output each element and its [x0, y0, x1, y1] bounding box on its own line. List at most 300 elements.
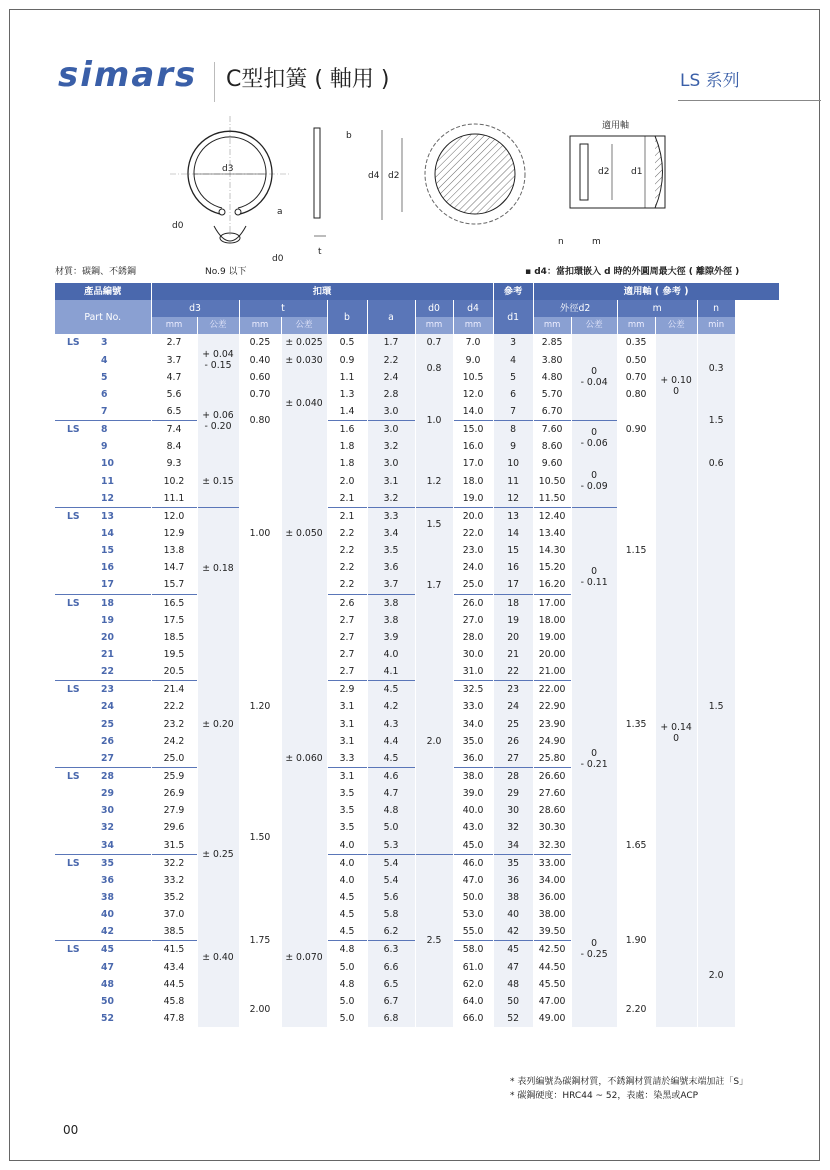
a-cell: 2.4 — [367, 369, 415, 386]
t-cell: 0.70 — [239, 386, 281, 403]
d4-cell: 20.0 — [453, 507, 493, 525]
d3-cell: 19.5 — [151, 646, 197, 663]
b-cell: 2.0 — [327, 473, 367, 490]
d1-cell: 50 — [493, 993, 533, 1010]
part-no: 22 — [101, 666, 114, 678]
d4-cell: 7.0 — [453, 334, 493, 351]
t-tol-cell: ± 0.040 — [281, 369, 327, 439]
d1-cell: 10 — [493, 455, 533, 472]
d2-cell: 16.20 — [533, 576, 571, 594]
b-cell: 2.1 — [327, 490, 367, 508]
part-no: 48 — [101, 978, 114, 990]
n-cell: 1.5 — [697, 403, 735, 438]
d2-cell: 26.60 — [533, 767, 571, 785]
part-no: 18 — [101, 597, 114, 609]
label-d1: d1 — [631, 167, 643, 177]
d3-cell: 12.0 — [151, 507, 197, 525]
part-no: 7 — [101, 406, 108, 418]
t-cell: 0.80 — [239, 403, 281, 438]
part-no: 3 — [101, 337, 108, 349]
part-number-cell — [55, 386, 151, 403]
b-cell: 3.3 — [327, 750, 367, 768]
part-no: 30 — [101, 805, 114, 817]
part-number-cell — [55, 455, 151, 472]
a-cell: 4.8 — [367, 802, 415, 819]
d1-cell: 26 — [493, 733, 533, 750]
d4-cell: 30.0 — [453, 646, 493, 663]
d4-cell: 9.0 — [453, 352, 493, 369]
header-ref: 參考 — [493, 283, 533, 300]
part-no: 10 — [101, 458, 114, 470]
d3-cell: 2.7 — [151, 334, 197, 351]
d1-cell: 24 — [493, 698, 533, 715]
part-number-cell — [55, 525, 151, 542]
unit-mm: mm — [151, 317, 197, 334]
d1-cell: 19 — [493, 612, 533, 629]
brand-divider — [214, 62, 215, 102]
part-prefix: LS — [67, 684, 80, 696]
a-cell: 3.3 — [367, 507, 415, 525]
d0-cell: 0.7 — [415, 334, 453, 351]
b-cell: 4.5 — [327, 923, 367, 941]
d3-cell: 32.2 — [151, 854, 197, 872]
part-prefix: LS — [67, 337, 80, 349]
d2-cell: 21.00 — [533, 663, 571, 681]
d1-cell: 21 — [493, 646, 533, 663]
t-cell: 1.20 — [239, 629, 281, 785]
m-tol-cell: + 0.10 0 — [655, 334, 697, 438]
a-cell: 6.2 — [367, 923, 415, 941]
d2-tol-cell: 0 - 0.09 — [571, 455, 617, 507]
a-cell: 6.8 — [367, 1010, 415, 1027]
d2-cell: 17.00 — [533, 594, 571, 612]
b-cell: 5.0 — [327, 1010, 367, 1027]
t-cell: 1.50 — [239, 785, 281, 889]
header-n: n — [697, 300, 735, 317]
a-cell: 4.7 — [367, 785, 415, 802]
d4-cell: 23.0 — [453, 542, 493, 559]
d3-cell: 11.1 — [151, 490, 197, 508]
d2-cell: 38.00 — [533, 906, 571, 923]
d1-cell: 38 — [493, 889, 533, 906]
d2-cell: 7.60 — [533, 421, 571, 439]
a-cell: 6.6 — [367, 958, 415, 975]
series-underline — [678, 100, 821, 101]
a-cell: 3.0 — [367, 421, 415, 439]
part-no: 36 — [101, 874, 114, 886]
d3-cell: 31.5 — [151, 837, 197, 855]
d2-cell: 14.30 — [533, 542, 571, 559]
d3-cell: 25.9 — [151, 767, 197, 785]
d2-cell: 30.30 — [533, 819, 571, 836]
d4-cell: 24.0 — [453, 559, 493, 576]
b-cell: 2.2 — [327, 559, 367, 576]
part-number-cell — [55, 958, 151, 975]
d3-cell: 33.2 — [151, 872, 197, 889]
table-row — [55, 334, 779, 351]
part-prefix: LS — [67, 857, 80, 869]
part-no: 32 — [101, 822, 114, 834]
d1-cell: 4 — [493, 352, 533, 369]
a-cell: 3.0 — [367, 403, 415, 421]
d3-cell: 18.5 — [151, 629, 197, 646]
d4-cell: 31.0 — [453, 663, 493, 681]
d4-cell: 62.0 — [453, 976, 493, 993]
part-no: 15 — [101, 545, 114, 557]
d2-cell: 45.50 — [533, 976, 571, 993]
d3-cell: 4.7 — [151, 369, 197, 386]
d1-cell: 17 — [493, 576, 533, 594]
part-no: 26 — [101, 735, 114, 747]
material-note: 材質：碳鋼、不銹鋼 — [55, 267, 137, 277]
part-no: 17 — [101, 579, 114, 591]
part-no: 20 — [101, 631, 114, 643]
d4-cell: 12.0 — [453, 386, 493, 403]
a-cell: 3.8 — [367, 612, 415, 629]
d3-cell: 35.2 — [151, 889, 197, 906]
d3-cell: 13.8 — [151, 542, 197, 559]
label-d2-installed: d2 — [388, 171, 400, 181]
t-cell: 1.00 — [239, 438, 281, 629]
d1-cell: 3 — [493, 334, 533, 351]
d3-cell: 29.6 — [151, 819, 197, 836]
a-cell: 4.4 — [367, 733, 415, 750]
d2-cell: 12.40 — [533, 507, 571, 525]
d3-cell: 43.4 — [151, 958, 197, 975]
b-cell: 1.8 — [327, 438, 367, 455]
part-prefix: LS — [67, 944, 80, 956]
d4-cell: 32.5 — [453, 681, 493, 699]
d1-cell: 36 — [493, 872, 533, 889]
part-number-cell — [55, 837, 151, 855]
unit-mm: mm — [453, 317, 493, 334]
d4-cell: 55.0 — [453, 923, 493, 941]
d3-tol-cell: ± 0.15 — [197, 455, 239, 507]
b-cell: 2.7 — [327, 629, 367, 646]
footnote-hardness: * 碳鋼硬度：HRC44 ~ 52，表處：染黑或ACP — [510, 1091, 699, 1101]
d2-cell: 22.90 — [533, 698, 571, 715]
d4-cell: 53.0 — [453, 906, 493, 923]
part-no: 12 — [101, 492, 114, 504]
part-number-cell — [55, 369, 151, 386]
n-cell: 2.0 — [697, 923, 735, 1027]
d4-cell: 43.0 — [453, 819, 493, 836]
d2-cell: 11.50 — [533, 490, 571, 508]
d1-cell: 14 — [493, 525, 533, 542]
part-number-cell — [55, 750, 151, 768]
t-tol-cell: ± 0.025 — [281, 334, 327, 351]
part-number-cell — [55, 698, 151, 715]
a-cell: 3.0 — [367, 455, 415, 472]
b-cell: 4.5 — [327, 889, 367, 906]
part-number-cell — [55, 646, 151, 663]
d3-cell: 24.2 — [151, 733, 197, 750]
b-cell: 4.8 — [327, 976, 367, 993]
b-cell: 3.1 — [327, 767, 367, 785]
part-number-cell — [55, 421, 151, 439]
t-tol-cell: ± 0.060 — [281, 629, 327, 889]
part-no: 11 — [101, 475, 114, 487]
header-shaft: 適用軸 ( 參考 ) — [533, 283, 779, 300]
b-cell: 4.0 — [327, 837, 367, 855]
d2-cell: 34.00 — [533, 872, 571, 889]
d1-cell: 27 — [493, 750, 533, 768]
b-cell: 3.1 — [327, 698, 367, 715]
page-number: 00 — [63, 1123, 79, 1137]
part-no: 6 — [101, 388, 108, 400]
header-a: a — [367, 300, 415, 334]
d3-cell: 47.8 — [151, 1010, 197, 1027]
b-cell: 1.4 — [327, 403, 367, 421]
part-number-cell — [55, 941, 151, 959]
d2-cell: 39.50 — [533, 923, 571, 941]
d4-cell: 26.0 — [453, 594, 493, 612]
a-cell: 3.2 — [367, 490, 415, 508]
d4-cell: 46.0 — [453, 854, 493, 872]
b-cell: 3.1 — [327, 716, 367, 733]
d3-tol-cell: + 0.04 - 0.15 — [197, 334, 239, 385]
d4-cell: 61.0 — [453, 958, 493, 975]
part-number-cell — [55, 438, 151, 455]
label-d0-alt: d0 — [272, 254, 284, 264]
part-number-cell — [55, 993, 151, 1010]
d3-cell: 12.9 — [151, 525, 197, 542]
label-a: a — [277, 207, 283, 217]
d2-cell: 2.85 — [533, 334, 571, 351]
part-number-cell — [55, 976, 151, 993]
b-cell: 3.5 — [327, 802, 367, 819]
d2-tol-cell: 0 - 0.04 — [571, 334, 617, 420]
unit-tol: 公差 — [571, 317, 617, 334]
d1-cell: 7 — [493, 403, 533, 421]
d3-cell: 10.2 — [151, 473, 197, 490]
b-cell: 4.0 — [327, 854, 367, 872]
d0-cell: 0.8 — [415, 352, 453, 386]
unit-tol: 公差 — [655, 317, 697, 334]
part-no: 42 — [101, 926, 114, 938]
d2-cell: 6.70 — [533, 403, 571, 421]
d4-cell: 16.0 — [453, 438, 493, 455]
d0-cell: 1.0 — [415, 386, 453, 456]
d2-cell: 49.00 — [533, 1010, 571, 1027]
label-m: m — [592, 237, 601, 247]
page-title: C型扣簧 ( 軸用 ) — [226, 67, 390, 92]
part-prefix: LS — [67, 424, 80, 436]
d1-cell: 9 — [493, 438, 533, 455]
b-cell: 2.2 — [327, 576, 367, 594]
d1-cell: 25 — [493, 716, 533, 733]
d0-cell: 2.5 — [415, 854, 453, 1027]
t-cell: 0.25 — [239, 334, 281, 351]
d1-cell: 35 — [493, 854, 533, 872]
label-b: b — [346, 131, 352, 141]
d4-cell: 22.0 — [453, 525, 493, 542]
b-cell: 4.0 — [327, 872, 367, 889]
part-no: 34 — [101, 839, 114, 851]
part-number-cell — [55, 629, 151, 646]
part-prefix: LS — [67, 510, 80, 522]
m-cell: 0.50 — [617, 352, 655, 369]
d4-cell: 19.0 — [453, 490, 493, 508]
part-no: 28 — [101, 771, 114, 782]
a-cell: 5.4 — [367, 872, 415, 889]
b-cell: 1.6 — [327, 421, 367, 439]
b-cell: 3.5 — [327, 785, 367, 802]
part-number-cell — [55, 473, 151, 490]
label-t: t — [318, 247, 322, 257]
part-number-cell — [55, 334, 151, 351]
t-tol-cell: ± 0.030 — [281, 352, 327, 369]
label-d3: d3 — [222, 164, 234, 174]
part-no: 14 — [101, 528, 114, 540]
m-cell: 0.70 — [617, 369, 655, 386]
part-number-cell — [55, 403, 151, 421]
unit-mm: mm — [533, 317, 571, 334]
d3-cell: 21.4 — [151, 681, 197, 699]
header-d0: d0 — [415, 300, 453, 317]
a-cell: 5.8 — [367, 906, 415, 923]
b-cell: 2.9 — [327, 681, 367, 699]
d1-cell: 45 — [493, 941, 533, 959]
t-cell: 2.00 — [239, 993, 281, 1027]
d2-cell: 36.00 — [533, 889, 571, 906]
d2-cell: 27.60 — [533, 785, 571, 802]
d3-cell: 6.5 — [151, 403, 197, 421]
d0-cell: 1.5 — [415, 507, 453, 542]
part-number-cell — [55, 681, 151, 699]
part-no: 29 — [101, 788, 114, 800]
d2-tol-cell: 0 - 0.21 — [571, 646, 617, 872]
d1-cell: 29 — [493, 785, 533, 802]
ring-front-view — [170, 116, 290, 264]
d2-cell: 15.20 — [533, 559, 571, 576]
part-no: 21 — [101, 649, 114, 661]
m-cell: 2.20 — [617, 993, 655, 1027]
b-cell: 2.1 — [327, 507, 367, 525]
d2-cell: 18.00 — [533, 612, 571, 629]
d4-cell: 35.0 — [453, 733, 493, 750]
d2-cell: 44.50 — [533, 958, 571, 975]
part-number-cell — [55, 594, 151, 612]
d3-cell: 14.7 — [151, 559, 197, 576]
part-no: 47 — [101, 961, 114, 973]
d2-cell: 19.00 — [533, 629, 571, 646]
part-no: 19 — [101, 614, 114, 626]
d3-cell: 27.9 — [151, 802, 197, 819]
d2-cell: 42.50 — [533, 941, 571, 959]
part-number-cell — [55, 612, 151, 629]
b-cell: 1.3 — [327, 386, 367, 403]
d1-cell: 34 — [493, 837, 533, 855]
b-cell: 1.8 — [327, 455, 367, 472]
unit-tol: 公差 — [197, 317, 239, 334]
part-number-cell — [55, 785, 151, 802]
a-cell: 3.7 — [367, 576, 415, 594]
t-tol-cell: ± 0.050 — [281, 438, 327, 629]
d4-cell: 15.0 — [453, 421, 493, 439]
part-no: 45 — [101, 944, 114, 956]
a-cell: 4.5 — [367, 681, 415, 699]
brand-logo: simars — [58, 55, 198, 95]
d4-cell: 40.0 — [453, 802, 493, 819]
part-no: 35 — [101, 857, 114, 869]
a-cell: 5.0 — [367, 819, 415, 836]
d1-cell: 52 — [493, 1010, 533, 1027]
a-cell: 4.2 — [367, 698, 415, 715]
part-no: 5 — [101, 371, 108, 383]
b-cell: 3.1 — [327, 733, 367, 750]
d3-cell: 8.4 — [151, 438, 197, 455]
d1-cell: 15 — [493, 542, 533, 559]
b-cell: 0.9 — [327, 352, 367, 369]
d2-tol-cell: 0 - 0.25 — [571, 872, 617, 1027]
part-number-cell — [55, 542, 151, 559]
d2-cell: 5.70 — [533, 386, 571, 403]
part-number-cell — [55, 716, 151, 733]
d4-note: ▪ d4：當扣環嵌入 d 時的外圓周最大徑 ( 離隙外徑 ) — [525, 267, 740, 277]
part-no: 9 — [101, 441, 108, 453]
d2-tol-cell: 0 - 0.06 — [571, 421, 617, 456]
header-d2: 外徑d2 — [533, 300, 617, 317]
unit-tol: 公差 — [281, 317, 327, 334]
a-cell: 2.2 — [367, 352, 415, 369]
d3-tol-cell: ± 0.18 — [197, 507, 239, 628]
b-cell: 4.5 — [327, 906, 367, 923]
footnote-material: * 表列編號為碳鋼材質，不銹鋼材質請於編號末端加註「S」 — [510, 1077, 749, 1087]
part-no: 23 — [101, 684, 114, 696]
d3-cell: 9.3 — [151, 455, 197, 472]
a-cell: 3.9 — [367, 629, 415, 646]
unit-mm: mm — [239, 317, 281, 334]
m-tol-cell: + 0.14 0 — [655, 438, 697, 1027]
b-cell: 2.2 — [327, 525, 367, 542]
b-cell: 4.8 — [327, 941, 367, 959]
d3-cell: 37.0 — [151, 906, 197, 923]
d4-cell: 10.5 — [453, 369, 493, 386]
d4-cell: 25.0 — [453, 576, 493, 594]
header-part-no: Part No. — [55, 300, 151, 334]
t-cell: 1.75 — [239, 889, 281, 993]
d2-tol-cell: 0 - 0.11 — [571, 507, 617, 646]
part-number-cell — [55, 733, 151, 750]
d1-cell: 47 — [493, 958, 533, 975]
d3-cell: 5.6 — [151, 386, 197, 403]
part-number-cell — [55, 490, 151, 508]
installed-view — [368, 124, 525, 224]
d3-cell: 17.5 — [151, 612, 197, 629]
d4-cell: 39.0 — [453, 785, 493, 802]
d4-cell: 14.0 — [453, 403, 493, 421]
d2-cell: 9.60 — [533, 455, 571, 472]
d4-cell: 27.0 — [453, 612, 493, 629]
part-number-cell — [55, 923, 151, 941]
part-number-cell — [55, 767, 151, 785]
d2-cell: 23.90 — [533, 716, 571, 733]
d3-cell: 7.4 — [151, 421, 197, 439]
d0-cell: 2.0 — [415, 629, 453, 854]
d2-cell: 28.60 — [533, 802, 571, 819]
series-label: LS 系列 — [680, 71, 740, 91]
d3-cell: 26.9 — [151, 785, 197, 802]
part-number-cell — [55, 352, 151, 369]
a-cell: 3.1 — [367, 473, 415, 490]
d3-cell: 3.7 — [151, 352, 197, 369]
a-cell: 2.8 — [367, 386, 415, 403]
spec-table-body — [55, 334, 779, 1027]
d3-cell: 16.5 — [151, 594, 197, 612]
d4-cell: 66.0 — [453, 1010, 493, 1027]
label-d0: d0 — [172, 221, 184, 231]
